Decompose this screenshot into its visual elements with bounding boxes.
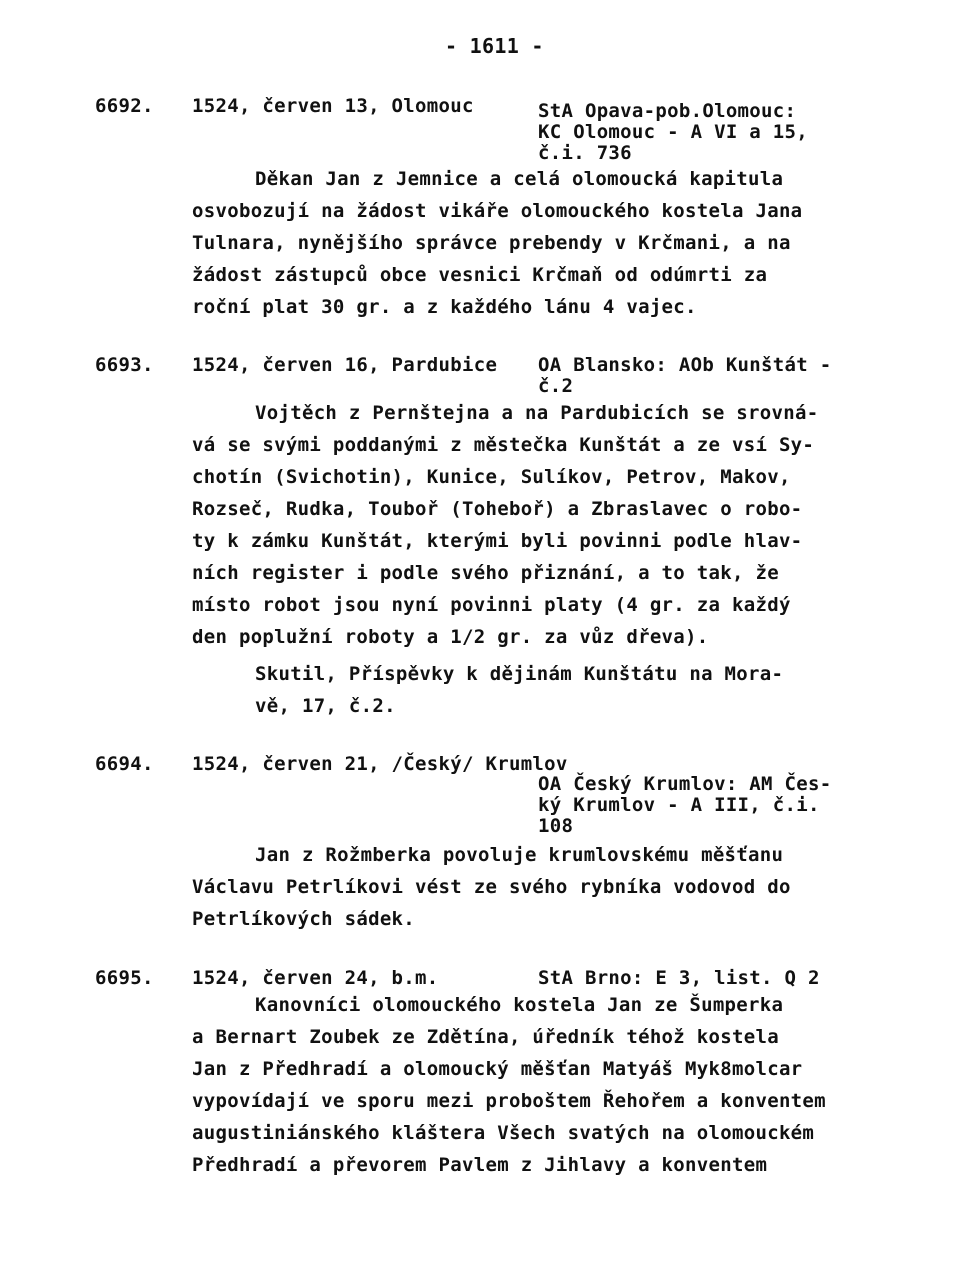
entry-body-line: Tulnara, nynějšího správce prebendy v Krčmani, a na <box>192 232 791 254</box>
entry-body-line: osvobozují na žádost vikáře olomouckého kostela Jana <box>192 200 803 222</box>
entry-body-line: a Bernart Zoubek ze Zdětína, úředník téhož kostela <box>192 1026 779 1048</box>
entry-body-line: roční plat 30 gr. a z každého lánu 4 vajec. <box>192 296 697 318</box>
entry-source-line: StA Brno: E 3, list. Q 2 <box>538 967 820 989</box>
entry-body-line: Kanovníci olomouckého kostela Jan ze Šumperka <box>255 994 784 1016</box>
entry-source-line: OA Český Krumlov: AM Čes- <box>538 773 832 795</box>
entry-body-line: vá se svými poddanými z městečka Kunštát a ze vsí Sy- <box>192 434 815 456</box>
entry-number: 6695. <box>95 967 154 989</box>
entry-number: 6693. <box>95 354 154 376</box>
entry-body-line: Vojtěch z Pernštejna a na Pardubicích se srovná- <box>255 402 819 424</box>
entry-body-line: místo robot jsou nyní povinni platy (4 gr. za každý <box>192 594 791 616</box>
entry-body-line: chotín (Svichotin), Kunice, Sulíkov, Petrov, Makov, <box>192 466 791 488</box>
entry-date: 1524, červen 21, /Český/ Krumlov <box>192 753 568 775</box>
entry-body-line: Petrlíkových sádek. <box>192 908 416 930</box>
entry-date: 1524, červen 16, Pardubice <box>192 354 498 376</box>
entry-body-line: ních register i podle svého přiznání, a to tak, že <box>192 562 779 584</box>
entry-source-line: č.2 <box>538 375 574 397</box>
entry-number: 6692. <box>95 95 154 117</box>
entry-citation-line: vě, 17, č.2. <box>255 695 396 717</box>
entry-source-line: OA Blansko: AOb Kunštát - <box>538 354 832 376</box>
entry-body-line: den poplužní roboty a 1/2 gr. za vůz dřeva). <box>192 626 709 648</box>
entry-source-line: 108 <box>538 815 574 837</box>
entry-date: 1524, červen 24, b.m. <box>192 967 439 989</box>
entry-body-line: Předhradí a převorem Pavlem z Jihlavy a konventem <box>192 1154 768 1176</box>
entry-body-line: Jan z Předhradí a olomoucký měšťan Matyáš Myk8molcar <box>192 1058 803 1080</box>
entry-number: 6694. <box>95 753 154 775</box>
entry-body-line: vypovídají ve sporu mezi proboštem Řehořem a konventem <box>192 1090 826 1112</box>
entry-body-line: Děkan Jan z Jemnice a celá olomoucká kapitula <box>255 168 784 190</box>
entry-body-line: augustiniánského kláštera Všech svatých na olomouckém <box>192 1122 815 1144</box>
entry-date: 1524, červen 13, Olomouc <box>192 95 474 117</box>
entry-body-line: Rozseč, Rudka, Touboř (Toheboř) a Zbraslavec o robo- <box>192 498 803 520</box>
entry-source-line: ký Krumlov - A III, č.i. <box>538 794 820 816</box>
entry-body-line: Václavu Petrlíkovi vést ze svého rybníka vodovod do <box>192 876 791 898</box>
entry-source-line: StA Opava-pob.Olomouc: <box>538 100 797 122</box>
entry-body-line: Jan z Rožmberka povoluje krumlovskému měšťanu <box>255 844 784 866</box>
entry-source-line: KC Olomouc - A VI a 15, <box>538 121 808 143</box>
page-number: - 1611 - <box>445 34 544 58</box>
entry-citation-line: Skutil, Příspěvky k dějinám Kunštátu na Mora- <box>255 663 784 685</box>
entry-body-line: ty k zámku Kunštát, kterými byli povinni podle hlav- <box>192 530 803 552</box>
entry-body-line: žádost zástupců obce vesnici Krčmaň od odúmrti za <box>192 264 768 286</box>
entry-source-line: č.i. 736 <box>538 142 632 164</box>
